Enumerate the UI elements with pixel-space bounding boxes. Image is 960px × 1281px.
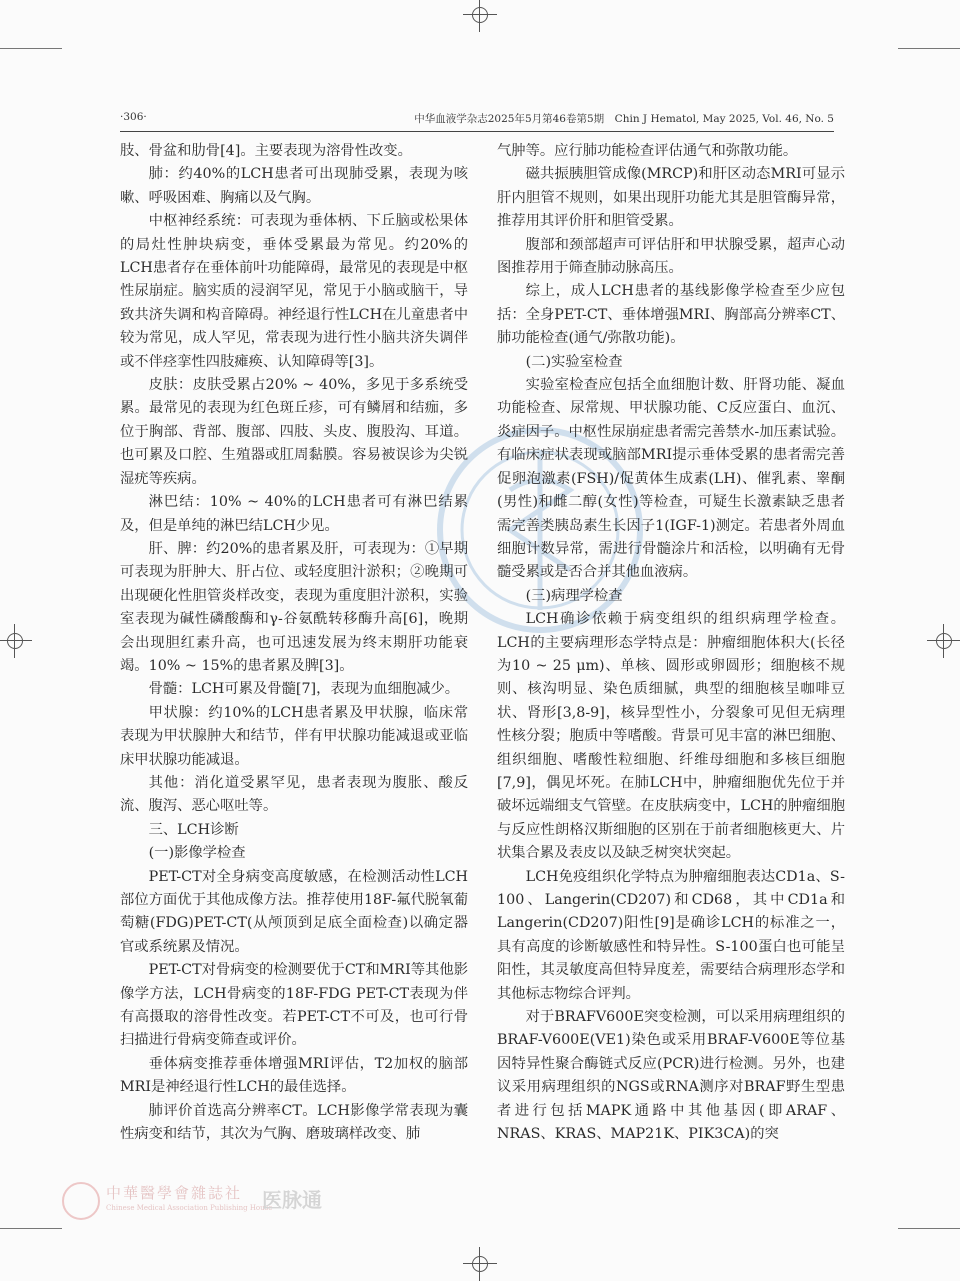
journal-citation: 中华血液学杂志2025年5月第46卷第5期 Chin J Hematol, May 2025, Vol. 46, No. 5 (414, 113, 834, 125)
publisher-name: 中華醫學會雜誌社 (106, 1184, 243, 1202)
paragraph: 肺：约40%的LCH患者可出现肺受累，表现为咳嗽、呼吸困难、胸痛以及气胸。 (120, 166, 468, 206)
paragraph: 骨髓：LCH可累及骨髓[7]，表现为血细胞减少。 (148, 681, 460, 698)
registration-mark-top (463, 0, 497, 32)
paragraph: 综上，成人LCH患者的基线影像学检查至少应包括：全身PET-CT、垂体增强MRI、胸部高分辨率CT、肺功能检查(通气/弥散功能)。 (497, 283, 845, 347)
paragraph: 气肿等。应行肺功能检查评估通气和弥散功能。 (497, 143, 798, 159)
paragraph: LCH免疫组织化学特点为肿瘤细胞表达CD1a、S-100、Langerin(CD207)和CD68，其中CD1a和Langerin(CD207)阳性[9]是确诊LCH的标准之一，具有高度的诊断敏感性和特异性。S-100蛋白也可能呈阳性，其灵敏度高但特异度差，需要结合病理形态学和其他标志物综合评判。 (497, 868, 845, 1002)
registration-mark-left (0, 624, 32, 658)
paragraph: 对于BRAFV600E突变检测，可以采用病理组织的BRAF-V600E(VE1)染色或采用BRAF-V600E等位基因特异性聚合酶链式反应(PCR)进行检测。另外，也建议采用病理组织的NGS或RNA测序对BRAF野生型患者进行包括MAPK通路中其他基因(即ARAF、NRAS、KRAS、MAP21K、PIK3CA)的突 (497, 1009, 845, 1143)
subsection-heading: (三)病理学检查 (525, 587, 623, 604)
trim-line (0, 48, 62, 49)
paragraph: 皮肤：皮肤受累占20% ~ 40%，多见于多系统受累。最常见的表现为红色斑丘疹，可有鳞屑和结痂，多位于胸部、背部、腹部、四肢、头皮、腹股沟、耳道。也可累及口腔、生殖器或肛周黏膜。容易被误诊为尖锐湿疣等疾病。 (120, 377, 468, 487)
paragraph: 甲状腺：约10%的LCH患者累及甲状腺，临床常表现为甲状腺肿大和结节，伴有甲状腺功能减退或亚临床甲状腺功能减退。 (120, 704, 468, 768)
registration-mark-right (927, 624, 960, 658)
paragraph: 淋巴结：10% ~ 40%的LCH患者可有淋巴结累及，但是单纯的淋巴结LCH少见。 (120, 494, 468, 534)
brand-mark: 医脉通 (262, 1188, 322, 1212)
subsection-heading: (二)实验室检查 (525, 353, 623, 370)
trim-line (898, 1228, 960, 1229)
paragraph: 中枢神经系统：可表现为垂体柄、下丘脑或松果体的局灶性肿块病变，垂体受累最为常见。约20%的LCH患者存在垂体前叶功能障碍，最常见的表现是中枢性尿崩症。脑实质的浸润罕见，常见于小脑或脑干，导致共济失调和构音障碍。神经退行性LCH在儿童患者中较为常见，成人罕见，常表现为进行性小脑共济失调伴或不伴痉挛性四肢瘫痪、认知障碍等[3]。 (120, 213, 468, 370)
paragraph: PET-CT对骨病变的检测要优于CT和MRI等其他影像学方法，LCH骨病变的18F-FDG PET-CT表现为伴有高摄取的溶骨性改变。若PET-CT不可及，也可行骨扫描进行骨病变筛查或评价。 (120, 962, 468, 1049)
left-column (120, 140, 468, 1146)
publisher-name-en: Chinese Medical Association Publishing House (106, 1204, 273, 1212)
publisher-seal-icon (62, 1182, 100, 1220)
running-header (120, 111, 834, 129)
subsection-heading: (一)影像学检查 (148, 845, 246, 862)
paragraph: 肢、骨盆和肋骨[4]。主要表现为溶骨性改变。 (120, 143, 412, 159)
paragraph: 实验室检查应包括全血细胞计数、肝肾功能、凝血功能检查、尿常规、甲状腺功能、C反应蛋白、血沉、炎症因子。中枢性尿崩症患者需完善禁水-加压素试验。有临床症状表现或脑部MRI提示垂体受累的患者需完善促卵泡激素(FSH)/促黄体生成素(LH)、催乳素、睾酮(男性)和雌二醇(女性)等检查，可疑生长激素缺乏患者需完善类胰岛素生长因子1(IGF-1)测定。若患者外周血细胞计数异常，需进行骨髓涂片和活检，以明确有无骨髓受累或是否合并其他血液病。 (497, 377, 845, 581)
right-column (497, 140, 845, 1146)
paragraph: 磁共振胰胆管成像(MRCP)和肝区动态MRI可显示肝内胆管不规则，如果出现肝功能尤其是胆管酶异常，推荐用其评价肝和胆管受累。 (497, 166, 845, 230)
section-heading: 三、LCH诊断 (148, 821, 239, 838)
paragraph: PET-CT对全身病变高度敏感，在检测活动性LCH部位方面优于其他成像方法。推荐使用18F-氟代脱氧葡萄糖(FDG)PET-CT(从颅顶到足底全面检查)以确定器官或系统累及情况。 (120, 868, 468, 955)
publisher-logo (62, 1180, 422, 1220)
paragraph: 肺评价首选高分辨率CT。LCH影像学常表现为囊性病变和结节，其次为气胸、磨玻璃样改变、肺 (120, 1102, 468, 1143)
trim-line (0, 1228, 62, 1229)
trim-line (898, 48, 960, 49)
header-rule (120, 131, 834, 132)
paragraph: 垂体病变推荐垂体增强MRI评估，T2加权的脑部MRI是神经退行性LCH的最佳选择。 (120, 1055, 468, 1096)
paragraph: 其他：消化道受累罕见，患者表现为腹胀、酸反流、腹泻、恶心呕吐等。 (120, 774, 468, 815)
paragraph: 腹部和颈部超声可评估肝和甲状腺受累，超声心动图推荐用于筛查肺动脉高压。 (497, 236, 845, 277)
paragraph: 肝、脾：约20%的患者累及肝，可表现为：①早期可表现为肝肿大、肝占位、或轻度胆汁淤积；②晚期可出现硬化性胆管炎样改变，表现为重度胆汁淤积，实验室表现为碱性磷酸酶和γ-谷氨酰转移酶升高[6]，晚期会出现胆红素升高，也可迅速发展为终末期肝功能衰竭。10% ~ 15%的患者累及脾[3]。 (120, 540, 468, 674)
paragraph: LCH确诊依赖于病变组织的组织病理学检查。LCH的主要病理形态学特点是：肿瘤细胞体积大(长径为10 ~ 25 μm)、单核、圆形或卵圆形；细胞核不规则、核沟明显、染色质细腻，典型的细胞核呈咖啡豆状、肾形[3,8-9]，核异型性小，分裂象可见但无病理性核分裂；胞质中等嗜酸。背景可见丰富的淋巴细胞、组织细胞、嗜酸性粒细胞、纤维母细胞和多核巨细胞[7,9]，偶见坏死。在肺LCH中，肿瘤细胞优先位于并破坏远端细支气管壁。在皮肤病变中，LCH的肿瘤细胞与反应性朗格汉斯细胞的区别在于前者细胞核更大、片状集合累及表皮以及缺乏树突状突起。 (497, 611, 845, 862)
page-number: ·306· (120, 111, 147, 123)
